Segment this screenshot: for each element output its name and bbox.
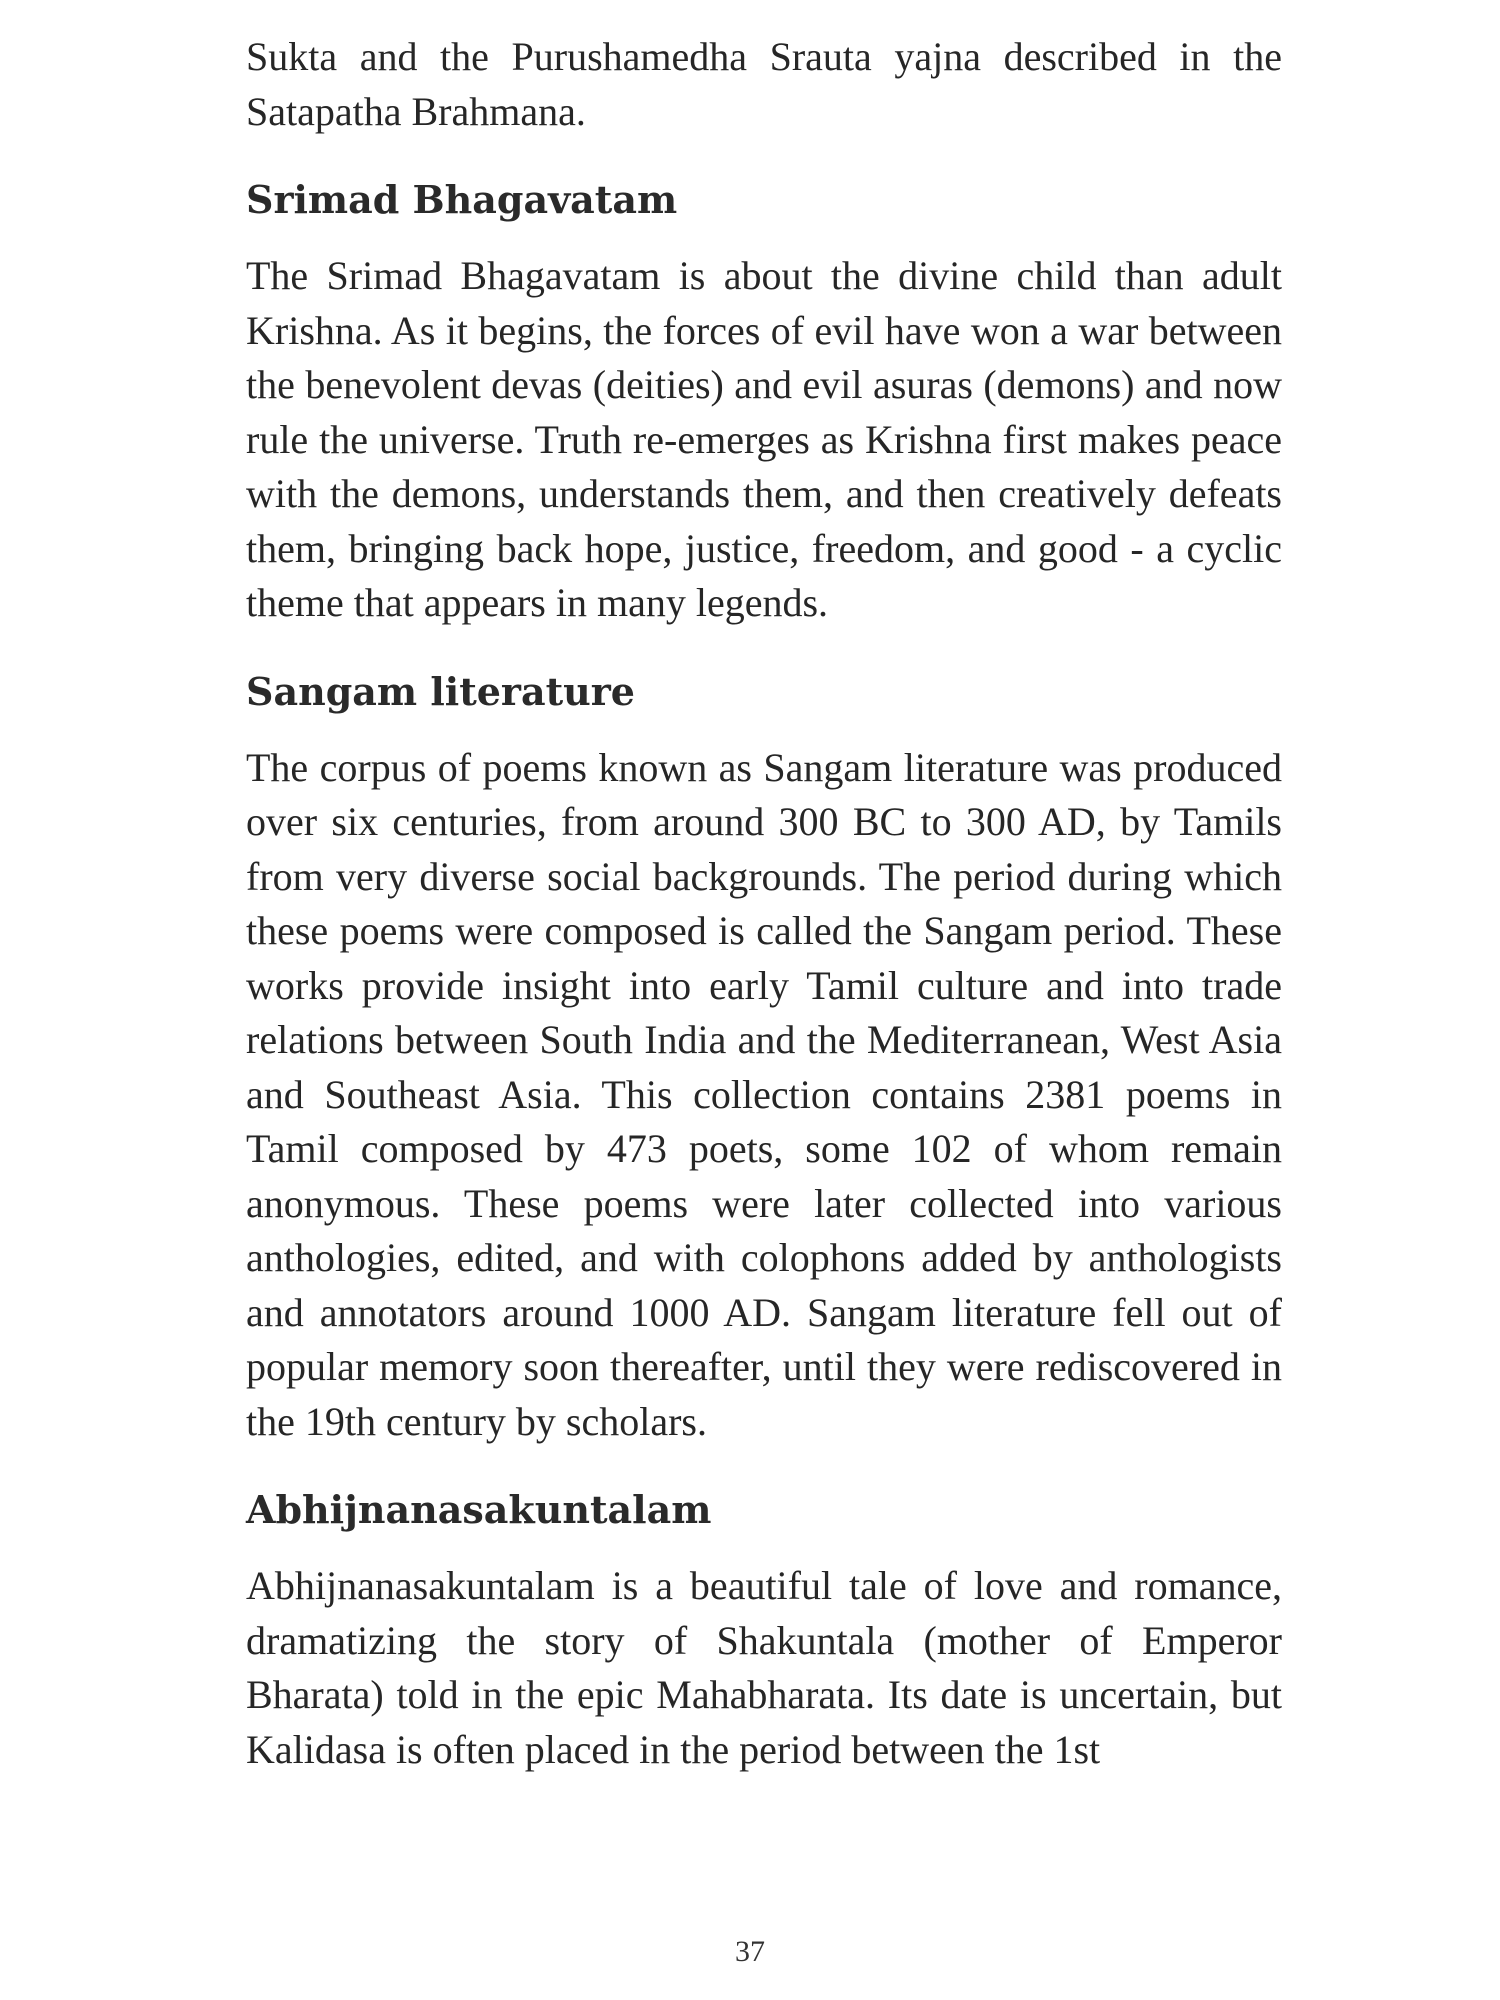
page-content xyxy=(246,30,1282,1777)
section-abhijnanasakuntalam xyxy=(246,1485,1282,1777)
section-heading: Srimad Bhagavatam xyxy=(246,177,678,222)
section-srimad-bhagavatam xyxy=(246,175,1282,631)
section-body: Abhijnanasakuntalam is a beautiful tale of love and romance, dramatizing the story of Shakuntala (mother of Emperor Bharata) told in the epic Mahabharata. Its date is uncertain, but Kalidasa is often placed in the period between the 1st xyxy=(246,1563,1282,1772)
intro-paragraph: Sukta and the Purushamedha Srauta yajna described in the Satapatha Brahmana. xyxy=(246,34,1282,134)
section-sangam-literature xyxy=(246,667,1282,1450)
section-heading: Abhijnanasakuntalam xyxy=(246,1487,712,1532)
section-body: The corpus of poems known as Sangam literature was produced over six centuries, from around 300 BC to 300 AD, by Tamils from very diverse social backgrounds. The period during which these poems were composed is called the Sangam period. These works provide insight into early Tamil culture and into trade relations between South India and the Mediterranean, West Asia and Southeast Asia. This collection contains 2381 poems in Tamil composed by 473 poets, some 102 of whom remain anonymous. These poems were later collected into various anthologies, edited, and with colophons added by anthologists and annotators around 1000 AD. Sangam literature fell out of popular memory soon thereafter, until they were rediscovered in the 19th century by scholars. xyxy=(246,744,1282,1444)
section-body: The Srimad Bhagavatam is about the divine child than adult Krishna. As it begins, the forces of evil have won a war between the benevolent devas (deities) and evil asuras (demons) and now rule the universe. Truth re-emerges as Krishna first makes peace with the demons, understands them, and then creatively defeats them, bringing back hope, justice, freedom, and good - a cyclic theme that appears in many legends. xyxy=(246,253,1282,625)
section-heading: Sangam literature xyxy=(246,668,635,714)
page-number: 37 xyxy=(735,1935,765,1968)
